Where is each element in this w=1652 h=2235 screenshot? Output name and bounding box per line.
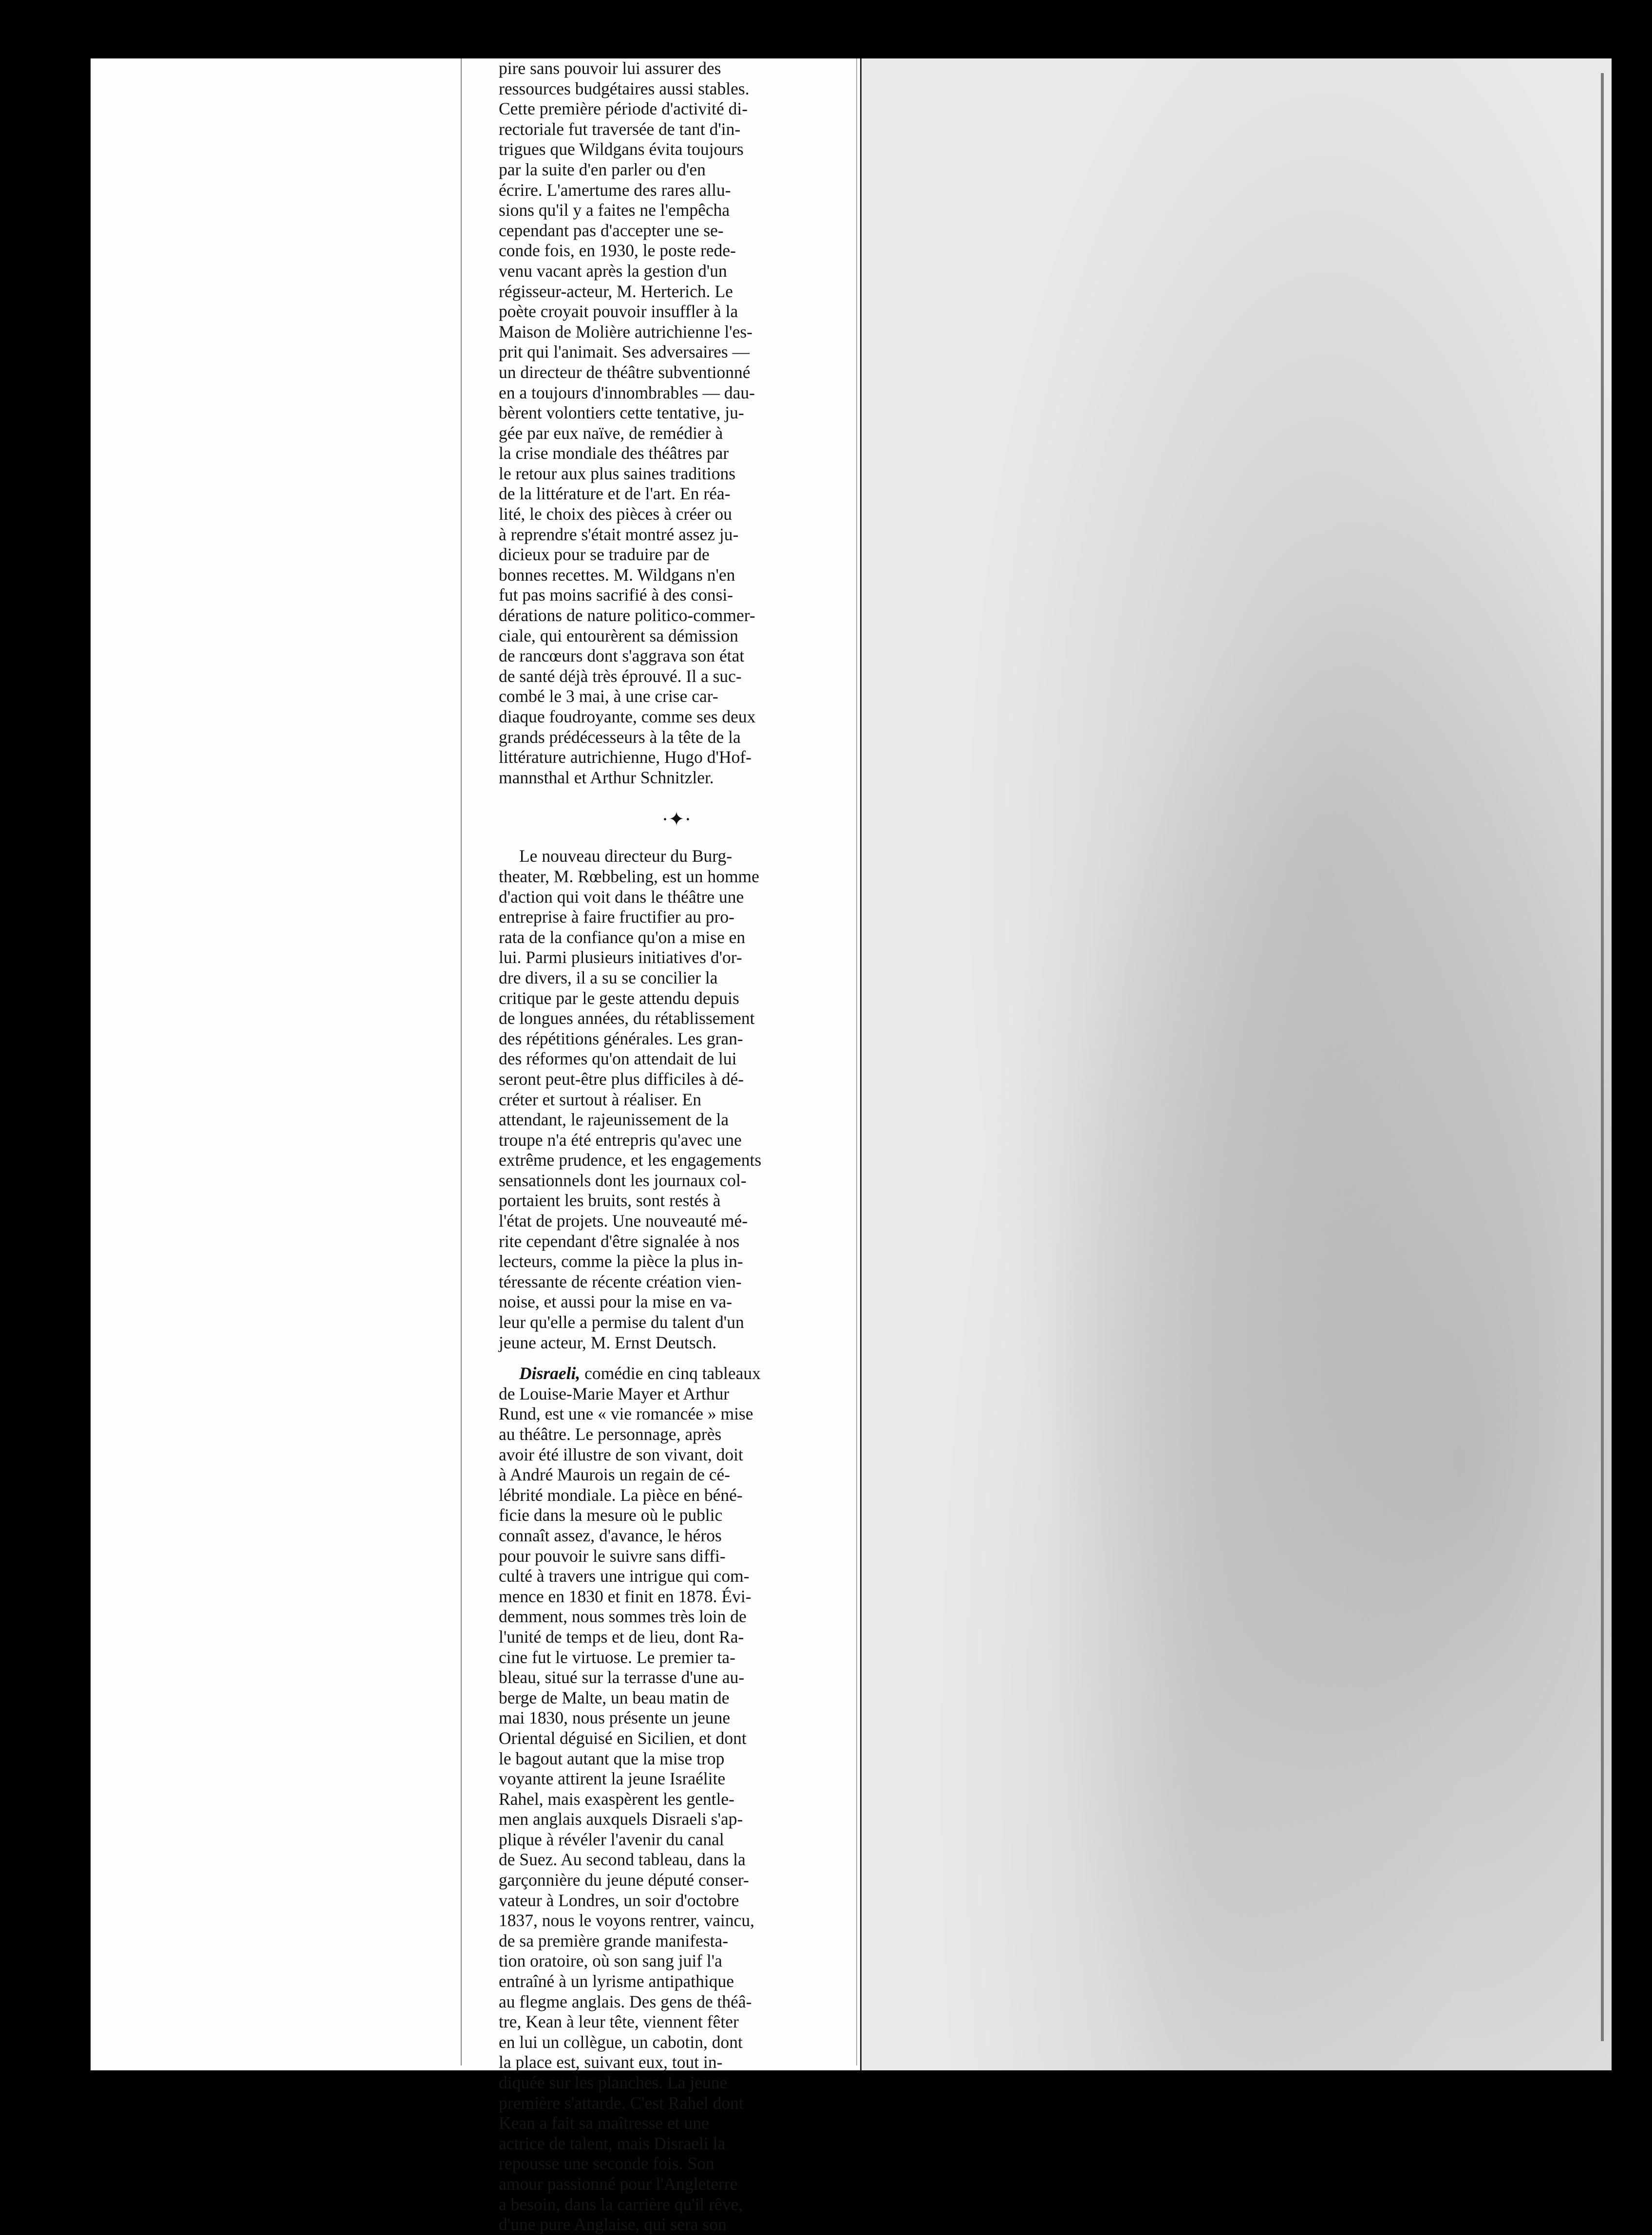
text-line: l'état de projets. Une nouveauté mé-	[499, 1211, 748, 1231]
text-line: de longues années, du rétablissement	[499, 1008, 755, 1028]
text-line: extrême prudence, et les engagements	[499, 1150, 762, 1170]
text-line: écrire. L'amertume des rares allu-	[499, 180, 731, 200]
text-line: culté à travers une intrigue qui com-	[499, 1566, 750, 1586]
text-line: Rund, est une « vie romancée » mise	[499, 1404, 753, 1424]
text-line: la place est, suivant eux, tout in-	[499, 2052, 723, 2072]
facing-page-blank	[860, 58, 1612, 2070]
text-line: sions qu'il y a faites ne l'empêcha	[499, 200, 730, 220]
text-line: Le nouveau directeur du Burg-	[519, 846, 732, 866]
text-line: d'une pure Anglaise, qui sera son	[499, 2215, 727, 2235]
text-line: en a toujours d'innombrables — dau-	[499, 382, 755, 402]
text-line: fut pas moins sacrifié à des consi-	[499, 585, 733, 605]
text-line: tre, Kean à leur tête, viennent fêter	[499, 2012, 739, 2032]
text-line: lecteurs, comme la pièce la plus in-	[499, 1251, 743, 1271]
text-line: le bagout autant que la mise trop	[499, 1748, 725, 1768]
text-line	[499, 1364, 854, 1384]
text-line: grands prédécesseurs à la tête de la	[499, 727, 741, 747]
text-line: des répétitions générales. Les gran-	[499, 1028, 743, 1048]
text-line: a besoin, dans la carrière qu'il rêve,	[499, 2194, 743, 2214]
text-line: entraîné à un lyrisme antipathique	[499, 1971, 734, 1991]
text-line: leur qu'elle a permise du talent d'un	[499, 1312, 744, 1332]
scanned-page	[91, 58, 1610, 2235]
text-line: dre divers, il a su se concilier la	[499, 967, 718, 987]
text-line: poète croyait pouvoir insuffler à la	[499, 302, 738, 322]
text-line: un directeur de théâtre subventionné	[499, 362, 751, 382]
text-line: men anglais auxquels Disraeli s'ap-	[499, 1809, 743, 1829]
text-line: Oriental déguisé en Sicilien, et dont	[499, 1728, 747, 1748]
text-line: régisseur-acteur, M. Herterich. Le	[499, 281, 733, 301]
paragraph-wildgans	[499, 58, 854, 788]
text-line: demment, nous sommes très loin de	[499, 1607, 747, 1627]
text-line: avoir été illustre de son vivant, doit	[499, 1444, 743, 1464]
text-line: de Suez. Au second tableau, dans la	[499, 1850, 746, 1870]
text-line: diaque foudroyante, comme ses deux	[499, 707, 756, 726]
text-line: rata de la confiance qu'on a mise en	[499, 927, 746, 947]
text-line: venu vacant après la gestion d'un	[499, 261, 727, 281]
text-line: connaît assez, d'avance, le héros	[499, 1525, 722, 1545]
text-line: littérature autrichienne, Hugo d'Hof-	[499, 747, 751, 767]
text-line: le retour aux plus saines traditions	[499, 463, 736, 483]
text-line: mence en 1830 et finit en 1878. Évi-	[499, 1586, 751, 1606]
text-line: sensationnels dont les journaux col-	[499, 1170, 747, 1190]
text-line: au flegme anglais. Des gens de théâ-	[499, 1991, 752, 2011]
text-line: Cette première période d'activité di-	[499, 99, 748, 119]
text-line: bèrent volontiers cette tentative, ju-	[499, 403, 744, 423]
text-line: bonnes recettes. M. Wildgans n'en	[499, 565, 735, 585]
text-line: ficie dans la mesure où le public	[499, 1505, 723, 1525]
text-line: à André Maurois un regain de cé-	[499, 1465, 731, 1485]
text-line: conde fois, en 1930, le poste rede-	[499, 241, 736, 261]
text-line: l'unité de temps et de lieu, dont Ra-	[499, 1627, 744, 1647]
text-line: pour pouvoir le suivre sans diffi-	[499, 1546, 726, 1566]
text-line: créter et surtout à réaliser. En	[499, 1089, 701, 1109]
text-line: bleau, situé sur la terrasse d'une au-	[499, 1667, 745, 1687]
play-title: Disraeli,	[519, 1364, 581, 1383]
text-line: de Louise-Marie Mayer et Arthur	[499, 1383, 730, 1403]
text-line: pire sans pouvoir lui assurer des	[499, 58, 721, 78]
text-line: dicieux pour se traduire par de	[499, 545, 710, 565]
text-line: de sa première grande manifesta-	[499, 1931, 729, 1951]
text-line: 1837, nous le voyons rentrer, vaincu,	[499, 1911, 755, 1931]
text-line: theater, M. Rœbbeling, est un homme	[499, 866, 759, 886]
paragraph-roebbeling	[499, 846, 854, 1353]
text-line: vateur à Londres, un soir d'octobre	[499, 1890, 739, 1910]
text-line: lébrité mondiale. La pièce en béné-	[499, 1485, 743, 1505]
text-line: cependant pas d'accepter une se-	[499, 220, 724, 240]
text-line: actrice de talent, mais Disraeli la	[499, 2133, 726, 2153]
text-line: trigues que Wildgans évita toujours	[499, 139, 744, 159]
text-line: première s'attarde. C'est Rahel dont	[499, 2093, 744, 2113]
text-line: troupe n'a été entrepris qu'avec une	[499, 1130, 742, 1150]
section-separator: ·✦·	[661, 808, 692, 831]
text-line: ciale, qui entourèrent sa démission	[499, 625, 738, 645]
text-line: tion oratoire, où son sang juif l'a	[499, 1951, 722, 1971]
text-line: mai 1830, nous présente un jeune	[499, 1708, 731, 1728]
text-line: lui. Parmi plusieurs initiatives d'or-	[499, 947, 742, 967]
text-line: portaient les bruits, sont restés à	[499, 1191, 721, 1211]
text-line: dérations de nature politico-commer-	[499, 606, 755, 625]
paragraph-disraeli	[499, 1364, 854, 2235]
text-line: diquée sur les planches. La jeune	[499, 2073, 728, 2092]
text-line: par la suite d'en parler ou d'en	[499, 159, 706, 179]
text-line: prit qui l'animait. Ses adversaires —	[499, 342, 750, 362]
text-line: des réformes qu'on attendait de lui	[499, 1049, 737, 1069]
text-line: en lui un collègue, un cabotin, dont	[499, 2032, 743, 2052]
text-line: repousse une seconde fois. Son	[499, 2154, 714, 2174]
text-line: attendant, le rajeunissement de la	[499, 1110, 729, 1130]
text-line: de santé déjà très éprouvé. Il a suc-	[499, 666, 742, 686]
text-line: la crise mondiale des théâtres par	[499, 443, 729, 463]
text-line: voyante attirent la jeune Israélite	[499, 1769, 726, 1789]
text-line: amour passionné pour l'Angleterre	[499, 2174, 738, 2194]
text-line: noise, et aussi pour la mise en va-	[499, 1292, 732, 1312]
text-line: à reprendre s'était montré assez ju-	[499, 524, 739, 544]
text-line: berge de Malte, un beau matin de	[499, 1687, 730, 1707]
text-line: rite cependant d'être signalée à nos	[499, 1231, 740, 1251]
text-line: Maison de Molière autrichienne l'es-	[499, 322, 752, 341]
text-line: entreprise à faire fructifier au pro-	[499, 907, 734, 927]
text-line: lité, le choix des pièces à créer ou	[499, 504, 732, 524]
text-line: ressources budgétaires aussi stables.	[499, 78, 750, 98]
text-line: gée par eux naïve, de remédier à	[499, 423, 723, 443]
page-edge	[1601, 73, 1604, 2041]
text-line: de la littérature et de l'art. En réa-	[499, 484, 731, 504]
text-line: Kean a fait sa maîtresse et une	[499, 2113, 709, 2133]
text-line: mannsthal et Arthur Schnitzler.	[499, 767, 714, 787]
text-line: rectoriale fut traversée de tant d'in-	[499, 119, 741, 139]
text-line: jeune acteur, M. Ernst Deutsch.	[499, 1332, 717, 1352]
text-line: plique à révéler l'avenir du canal	[499, 1829, 724, 1849]
text-line: d'action qui voit dans le théâtre une	[499, 887, 744, 907]
text-line: au théâtre. Le personnage, après	[499, 1424, 722, 1444]
article-column	[499, 58, 854, 2235]
text-line: seront peut-être plus difficiles à dé-	[499, 1069, 744, 1089]
text-line: Rahel, mais exaspèrent les gentle-	[499, 1789, 734, 1809]
text-line: téressante de récente création vien-	[499, 1271, 742, 1291]
text-line: cine fut le virtuose. Le premier ta-	[499, 1647, 735, 1667]
text-line: de rancœurs dont s'aggrava son état	[499, 646, 745, 666]
text-line-rest: comédie en cinq tableaux	[580, 1364, 761, 1383]
text-line: garçonnière du jeune député conser-	[499, 1870, 749, 1890]
text-line: combé le 3 mai, à une crise car-	[499, 686, 718, 706]
text-line: critique par le geste attendu depuis	[499, 988, 739, 1008]
